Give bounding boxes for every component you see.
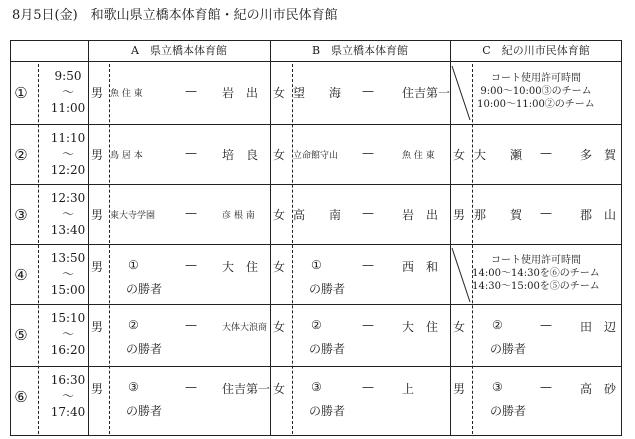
match-dash: —	[362, 146, 374, 160]
team-right: 岩 出	[222, 86, 259, 100]
time-start: 11:10	[50, 131, 86, 145]
gender-label: 男	[453, 208, 466, 222]
time-separator: 〜	[61, 207, 74, 221]
page-title: 8月5日(金) 和歌山県立橋本体育館・紀の川市民体育館	[12, 8, 338, 23]
match-dash: —	[185, 206, 197, 220]
match-dash: —	[362, 380, 374, 394]
gender-label: 女	[273, 320, 286, 334]
time-start: 16:30	[50, 373, 86, 387]
match-number: ③	[14, 206, 28, 224]
match-dash: —	[540, 206, 552, 220]
team-right: 大体大浪商	[222, 323, 268, 333]
gender-label: 男	[453, 382, 466, 396]
row-divider	[10, 366, 622, 367]
team-left: 鳥 居 本	[110, 151, 143, 161]
court-note-line: 9:00〜10:00③のチーム	[480, 86, 592, 97]
match-number: ⑥	[14, 388, 28, 406]
winner-label: の勝者	[309, 342, 346, 356]
team-left: 魚 住 東	[110, 89, 143, 99]
dash-line-b	[292, 64, 293, 434]
schedule-table	[10, 40, 622, 436]
match-dash: —	[540, 146, 552, 160]
winner-label: の勝者	[309, 282, 346, 296]
court-note	[450, 254, 622, 293]
row-divider	[10, 244, 622, 245]
gender-label: 男	[91, 148, 104, 162]
match-dash: —	[362, 318, 374, 332]
time-start: 13:50	[50, 251, 86, 265]
team-right: 田 辺	[580, 320, 617, 334]
team-left: 東大寺学園	[110, 211, 156, 221]
match-number: ①	[14, 84, 28, 102]
winner-label: の勝者	[126, 404, 163, 418]
time-start: 15:10	[50, 311, 86, 325]
gender-label: 男	[91, 320, 104, 334]
match-number: ④	[14, 266, 28, 284]
team-left: ②	[492, 318, 503, 332]
gender-label: 女	[273, 260, 286, 274]
dash-line-c	[472, 64, 473, 434]
match-dash: —	[185, 380, 197, 394]
team-right: 高 砂	[580, 382, 617, 396]
header-divider	[10, 61, 622, 62]
gender-label: 男	[91, 208, 104, 222]
team-right: 培 良	[222, 148, 259, 162]
header-c: C 紀の川市民体育館	[482, 44, 590, 57]
gender-label: 男	[91, 382, 104, 396]
gender-label: 女	[273, 86, 286, 100]
winner-label: の勝者	[490, 342, 527, 356]
time-end: 13:40	[50, 223, 86, 237]
header-b: B 県立橋本体育館	[311, 44, 409, 57]
team-left: 那 賀	[474, 208, 523, 222]
time-slot	[48, 130, 88, 178]
time-slot	[48, 310, 88, 358]
team-right: 郡 山	[580, 208, 617, 222]
row-divider	[10, 184, 622, 185]
match-dash: —	[540, 380, 552, 394]
match-number: ②	[14, 146, 28, 164]
diagonal-line	[450, 64, 472, 122]
time-end: 11:00	[50, 101, 86, 115]
gender-label: 男	[91, 86, 104, 100]
match-dash: —	[185, 84, 197, 98]
time-separator: 〜	[61, 267, 74, 281]
court-note-line: 14:30〜15:00を⑤のチーム	[472, 281, 600, 292]
team-left: 高 南	[293, 208, 342, 222]
gender-label: 男	[91, 260, 104, 274]
time-end: 17:40	[50, 405, 86, 419]
header-a: A 県立橋本体育館	[131, 44, 227, 57]
team-left: 立命館守山	[293, 151, 339, 161]
time-slot	[48, 372, 88, 420]
team-right: 西 和	[402, 260, 439, 274]
match-dash: —	[540, 318, 552, 332]
time-slot	[48, 190, 88, 238]
dash-line-a	[109, 64, 110, 434]
court-note	[450, 72, 622, 111]
row-divider	[10, 124, 622, 125]
time-start: 9:50	[54, 69, 82, 83]
time-slot	[48, 68, 88, 116]
time-separator: 〜	[61, 147, 74, 161]
time-separator: 〜	[61, 327, 74, 341]
gender-label: 女	[273, 148, 286, 162]
time-dash-line	[38, 64, 39, 434]
column-divider-b	[270, 40, 271, 436]
column-divider-a	[88, 40, 89, 436]
row-divider	[10, 304, 622, 305]
team-left: ②	[128, 318, 139, 332]
team-right: 住吉第一	[222, 382, 271, 396]
match-dash: —	[362, 206, 374, 220]
time-end: 12:20	[50, 163, 86, 177]
team-left: ①	[128, 258, 139, 272]
time-slot	[48, 250, 88, 298]
team-right: 住吉第一	[402, 86, 451, 100]
diagonal-line	[450, 246, 472, 304]
gender-label: 女	[273, 208, 286, 222]
match-dash: —	[185, 258, 197, 272]
court-note-line: 14:00〜14:30を⑥のチーム	[472, 268, 600, 279]
team-right: 上	[402, 382, 415, 396]
winner-label: の勝者	[309, 404, 346, 418]
team-left: ①	[311, 258, 322, 272]
gender-label: 女	[453, 320, 466, 334]
gender-label: 女	[453, 148, 466, 162]
gender-label: 女	[273, 382, 286, 396]
team-right: 多 賀	[580, 148, 617, 162]
winner-label: の勝者	[490, 404, 527, 418]
court-note-line: コート使用許可時間	[491, 255, 581, 266]
court-note-line: 10:00〜11:00②のチーム	[477, 99, 595, 110]
team-left: ③	[128, 380, 139, 394]
match-dash: —	[362, 258, 374, 272]
team-right: 大 住	[222, 260, 259, 274]
match-dash: —	[185, 146, 197, 160]
team-left: 大 瀬	[474, 148, 523, 162]
team-left: ②	[311, 318, 322, 332]
time-end: 15:00	[50, 283, 86, 297]
match-dash: —	[362, 84, 374, 98]
time-separator: 〜	[61, 389, 74, 403]
time-separator: 〜	[61, 85, 74, 99]
team-left: ③	[311, 380, 322, 394]
team-right: 岩 出	[402, 208, 439, 222]
time-start: 12:30	[50, 191, 86, 205]
team-left: ③	[492, 380, 503, 394]
match-number: ⑤	[14, 326, 28, 344]
match-dash: —	[185, 318, 197, 332]
team-left: 望 海	[293, 86, 342, 100]
team-right: 魚 住 東	[402, 151, 435, 161]
team-right: 彦 根 南	[222, 211, 255, 221]
court-note-line: コート使用許可時間	[491, 73, 581, 84]
winner-label: の勝者	[126, 342, 163, 356]
time-end: 16:20	[50, 343, 86, 357]
team-right: 大 住	[402, 320, 439, 334]
winner-label: の勝者	[126, 282, 163, 296]
